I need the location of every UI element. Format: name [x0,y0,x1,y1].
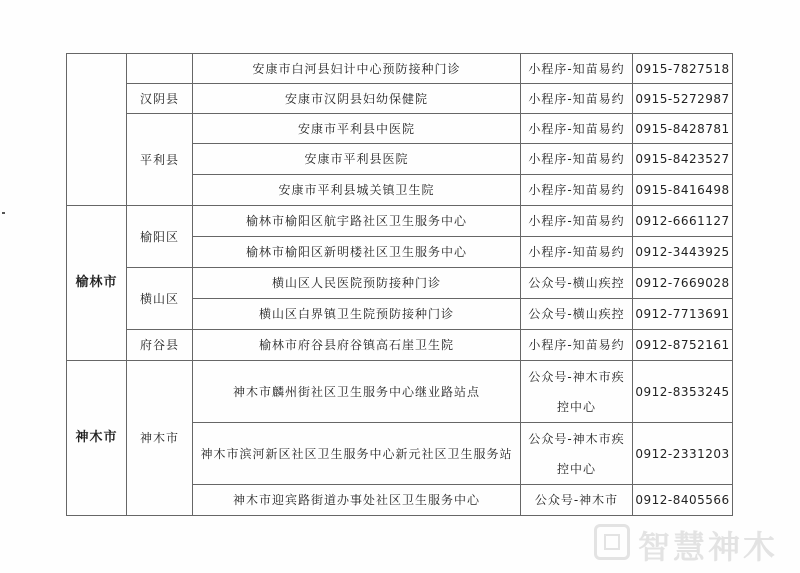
table-row [67,114,733,144]
booking-channel: 小程序-知苗易约 [521,54,633,84]
district-cell: 横山区 [127,268,193,330]
phone-number: 0915-5272987 [633,84,733,114]
phone-number: 0912-2331203 [633,423,733,485]
site-name: 榆林市榆阳区新明楼社区卫生服务中心 [193,237,521,268]
site-name: 横山区人民医院预防接种门诊 [193,268,521,299]
phone-number: 0912-7713691 [633,299,733,330]
site-name: 安康市平利县医院 [193,144,521,175]
phone-number: 0912-6661127 [633,206,733,237]
table-row [67,268,733,299]
watermark-text: 智慧神木 [638,528,779,566]
booking-channel: 小程序-知苗易约 [521,330,633,361]
booking-channel: 小程序-知苗易约 [521,84,633,114]
site-name: 安康市汉阴县妇幼保健院 [193,84,521,114]
site-name: 安康市平利县中医院 [193,114,521,144]
site-name: 神木市滨河新区社区卫生服务中心新元社区卫生服务站 [193,423,521,485]
booking-channel: 公众号-横山疾控 [521,299,633,330]
phone-number: 0912-8405566 [633,485,733,516]
booking-channel: 小程序-知苗易约 [521,206,633,237]
district-cell: 榆阳区 [127,206,193,268]
city-cell: 神木市 [67,361,127,516]
phone-number: 0912-8353245 [633,361,733,423]
district-cell: 府谷县 [127,330,193,361]
booking-channel: 公众号-神木市疾控中心 [521,361,633,423]
table-row [67,330,733,361]
district-cell: 神木市 [127,361,193,516]
page-edge-mark [2,212,5,214]
booking-channel: 公众号-神木市疾控中心 [521,423,633,485]
phone-number: 0912-3443925 [633,237,733,268]
booking-channel: 小程序-知苗易约 [521,237,633,268]
phone-number: 0915-8416498 [633,175,733,206]
booking-channel: 小程序-知苗易约 [521,175,633,206]
phone-number: 0915-8423527 [633,144,733,175]
district-cell: 平利县 [127,114,193,206]
watermark [590,520,795,566]
district-cell [127,54,193,84]
site-name: 横山区白界镇卫生院预防接种门诊 [193,299,521,330]
site-name: 榆林市府谷县府谷镇高石崖卫生院 [193,330,521,361]
table-row [67,206,733,237]
vaccination-site-table [66,53,733,516]
phone-number: 0915-8428781 [633,114,733,144]
table-row [67,361,733,423]
city-cell: 榆林市 [67,206,127,361]
table-row [67,84,733,114]
table-row [67,54,733,84]
booking-channel: 小程序-知苗易约 [521,114,633,144]
booking-channel: 公众号-神木市 [521,485,633,516]
city-cell-ankang [67,54,127,206]
app-logo-icon [594,524,630,560]
site-name: 安康市白河县妇计中心预防接种门诊 [193,54,521,84]
site-name: 安康市平利县城关镇卫生院 [193,175,521,206]
site-name: 神木市迎宾路街道办事处社区卫生服务中心 [193,485,521,516]
district-cell: 汉阴县 [127,84,193,114]
phone-number: 0912-7669028 [633,268,733,299]
site-name: 榆林市榆阳区航宇路社区卫生服务中心 [193,206,521,237]
phone-number: 0912-8752161 [633,330,733,361]
site-name: 神木市麟州街社区卫生服务中心继业路站点 [193,361,521,423]
booking-channel: 公众号-横山疾控 [521,268,633,299]
phone-number: 0915-7827518 [633,54,733,84]
booking-channel: 小程序-知苗易约 [521,144,633,175]
